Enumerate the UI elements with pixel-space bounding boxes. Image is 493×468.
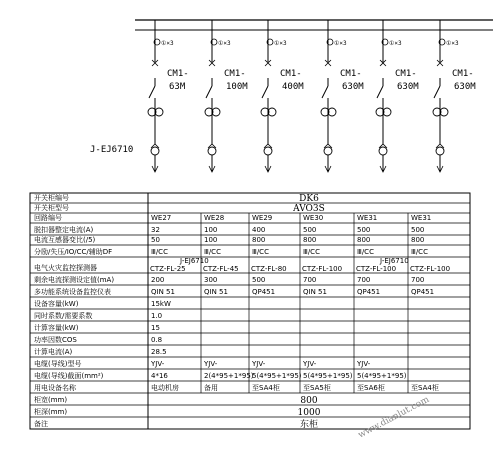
ct-mark: ①×3 — [274, 40, 287, 47]
row-label: 电缆(导线)型号 — [34, 360, 82, 368]
cable-type: YJV- — [204, 360, 218, 368]
equipment-name: 电动机房 — [151, 384, 179, 392]
table-border — [30, 193, 470, 429]
row-label: 电缆(导线)截面(mm²) — [34, 372, 104, 380]
shunt-config: Ⅲ/CC — [411, 248, 428, 256]
fire-monitor-model: CTZ-FL-80 — [251, 265, 287, 273]
feeder-2 — [205, 20, 248, 172]
trip-current: 500 — [357, 226, 371, 234]
feeder-1 — [148, 20, 189, 172]
fire-monitor-model: CTZ-FL-45 — [203, 265, 239, 273]
residual-current-sensor — [324, 147, 332, 155]
shunt-config: Ⅲ/CC — [303, 248, 320, 256]
equipment-name: 至SA4柜 — [411, 384, 439, 392]
cable-type: YJV- — [357, 360, 371, 368]
ct-ratio: 100 — [204, 236, 218, 244]
ct-ratio: 800 — [357, 236, 371, 244]
fire-monitor-group: J-EJ6710 — [380, 257, 409, 265]
row-label: 脱扣器整定电流(A) — [34, 226, 94, 234]
feeder-5 — [376, 20, 419, 172]
demand-factor: 1.0 — [151, 312, 163, 320]
row-label: 柜深(mm) — [34, 408, 68, 416]
residual-current-sensor — [379, 147, 387, 155]
ct-ratio: 800 — [303, 236, 317, 244]
residual-setting: 700 — [303, 276, 317, 284]
residual-current-sensor — [208, 147, 216, 155]
breaker-rating: 400M — [282, 82, 304, 92]
trip-current: 100 — [204, 226, 218, 234]
equipment-capacity: 15kW — [151, 300, 171, 308]
schedule-table — [30, 193, 470, 430]
row-label: 同时系数/需要系数 — [34, 312, 93, 320]
panel-id: DK6 — [299, 194, 319, 204]
feeder-group — [148, 20, 476, 172]
breaker-rating: 630M — [342, 82, 364, 92]
meter-model: QIN 51 — [303, 288, 327, 296]
row-label: 剩余电流探测设定值(mA) — [34, 276, 115, 284]
meter-model: QP451 — [411, 288, 435, 296]
shunt-config: Ⅲ/CC — [357, 248, 374, 256]
row-label: 功率因数COS — [34, 336, 77, 344]
breaker-label: CM1- — [280, 69, 302, 79]
panel-model: AVO3S — [293, 204, 325, 214]
watermark — [357, 395, 432, 441]
breaker-rating: 63M — [169, 82, 186, 92]
watermark-text: www.dianlut.com — [356, 394, 432, 441]
trip-current: 500 — [411, 226, 425, 234]
ct-mark: ①×3 — [334, 40, 347, 47]
ct-mark: ①×3 — [446, 40, 459, 47]
ct-ratio: 800 — [252, 236, 266, 244]
residual-setting: 200 — [151, 276, 165, 284]
residual-setting: 700 — [411, 276, 425, 284]
fire-monitor-model: CTZ-FL-100 — [410, 265, 451, 273]
cable-type: YJV- — [151, 360, 165, 368]
circuit-id: WE28 — [204, 214, 225, 222]
fire-monitor-model: CTZ-FL-100 — [356, 265, 397, 273]
ct-mark: ①×3 — [389, 40, 402, 47]
meter-model: QP451 — [252, 288, 276, 296]
cabinet-width: 800 — [300, 396, 318, 406]
shunt-config: Ⅲ/CC — [252, 248, 269, 256]
row-label: 备注 — [34, 420, 48, 428]
residual-current-sensor — [151, 147, 159, 155]
equipment-name: 至SA5柜 — [303, 384, 331, 392]
equipment-name: 至SA4柜 — [252, 384, 280, 392]
fire-monitor-group: J-EJ6710 — [180, 257, 209, 265]
remarks: 东柜 — [299, 420, 319, 430]
row-label: 多功能系统设备监控仪表 — [34, 288, 111, 296]
trip-current: 32 — [151, 226, 160, 234]
cable-type: YJV- — [252, 360, 266, 368]
row-label: 分励/失压/IO/CC/辅助DF — [34, 248, 113, 256]
row-label: 用电设备名称 — [34, 384, 76, 392]
meter-model: QIN 51 — [151, 288, 175, 296]
circuit-id: WE27 — [151, 214, 172, 222]
residual-current-sensor — [264, 147, 272, 155]
feeder-6 — [433, 20, 476, 172]
circuit-label: J-EJ6710 — [90, 145, 134, 155]
cable-section: 5(4*95+1*95) — [252, 372, 302, 380]
switch-blade — [322, 86, 328, 98]
breaker-rating: 630M — [454, 82, 476, 92]
circuit-id: WE31 — [357, 214, 378, 222]
ct-ratio: 800 — [411, 236, 425, 244]
breaker-label: CM1- — [452, 69, 474, 79]
row-label: 计算电流(A) — [34, 348, 73, 356]
fire-monitor-model: CTZ-FL-100 — [302, 265, 343, 273]
trip-current: 400 — [252, 226, 266, 234]
ct-mark: ①×3 — [218, 40, 231, 47]
row-label: 设备容量(kW) — [34, 300, 79, 308]
breaker-label: CM1- — [340, 69, 362, 79]
cable-section: 2(4*95+1*95) — [204, 372, 254, 380]
row-label: 柜宽(mm) — [34, 396, 68, 404]
cable-section: 4*16 — [151, 372, 168, 380]
breaker-label: CM1- — [167, 69, 189, 79]
power-factor: 0.8 — [151, 336, 163, 344]
equipment-name: 备用 — [204, 384, 218, 392]
row-label: 回路编号 — [34, 214, 62, 222]
breaker-rating: 100M — [226, 82, 248, 92]
circuit-id: WE29 — [252, 214, 273, 222]
shunt-config: Ⅲ/CC — [204, 248, 221, 256]
breaker-rating: 630M — [397, 82, 419, 92]
residual-setting: 500 — [252, 276, 266, 284]
circuit-id: WE31 — [411, 214, 432, 222]
feeder-4 — [321, 20, 364, 172]
row-label: 计算容量(kW) — [34, 324, 79, 332]
meter-model: QP451 — [357, 288, 381, 296]
ct-mark: ①×3 — [161, 40, 174, 47]
row-label: 电气火灾监控探测器 — [34, 264, 97, 272]
calculated-capacity: 15 — [151, 324, 160, 332]
equipment-name: 至SA6柜 — [357, 384, 385, 392]
breaker-label: CM1- — [224, 69, 246, 79]
cable-type: YJV- — [303, 360, 317, 368]
switch-blade — [149, 86, 155, 98]
fire-monitor-model: CTZ-FL-25 — [150, 265, 186, 273]
row-label: 电流互感器变比(/5) — [34, 236, 96, 244]
calculated-current: 28.5 — [151, 348, 167, 356]
cable-section: 5(4*95+1*95) — [303, 372, 353, 380]
switch-blade — [377, 86, 383, 98]
circuit-id: WE30 — [303, 214, 324, 222]
switch-blade — [262, 86, 268, 98]
shunt-config: Ⅲ/CC — [151, 248, 168, 256]
trip-current: 500 — [303, 226, 317, 234]
row-label: 开关柜型号 — [34, 204, 69, 212]
cabinet-depth: 1000 — [297, 408, 321, 418]
switch-blade — [434, 86, 440, 98]
feeder-3 — [261, 20, 304, 172]
cable-section: 5(4*95+1*95) — [357, 372, 407, 380]
switch-blade — [206, 86, 212, 98]
residual-setting: 700 — [357, 276, 371, 284]
breaker-label: CM1- — [395, 69, 417, 79]
residual-setting: 300 — [204, 276, 218, 284]
row-label: 开关柜编号 — [34, 194, 69, 202]
meter-model: QIN 51 — [204, 288, 228, 296]
ct-ratio: 50 — [151, 236, 160, 244]
residual-current-sensor — [436, 147, 444, 155]
